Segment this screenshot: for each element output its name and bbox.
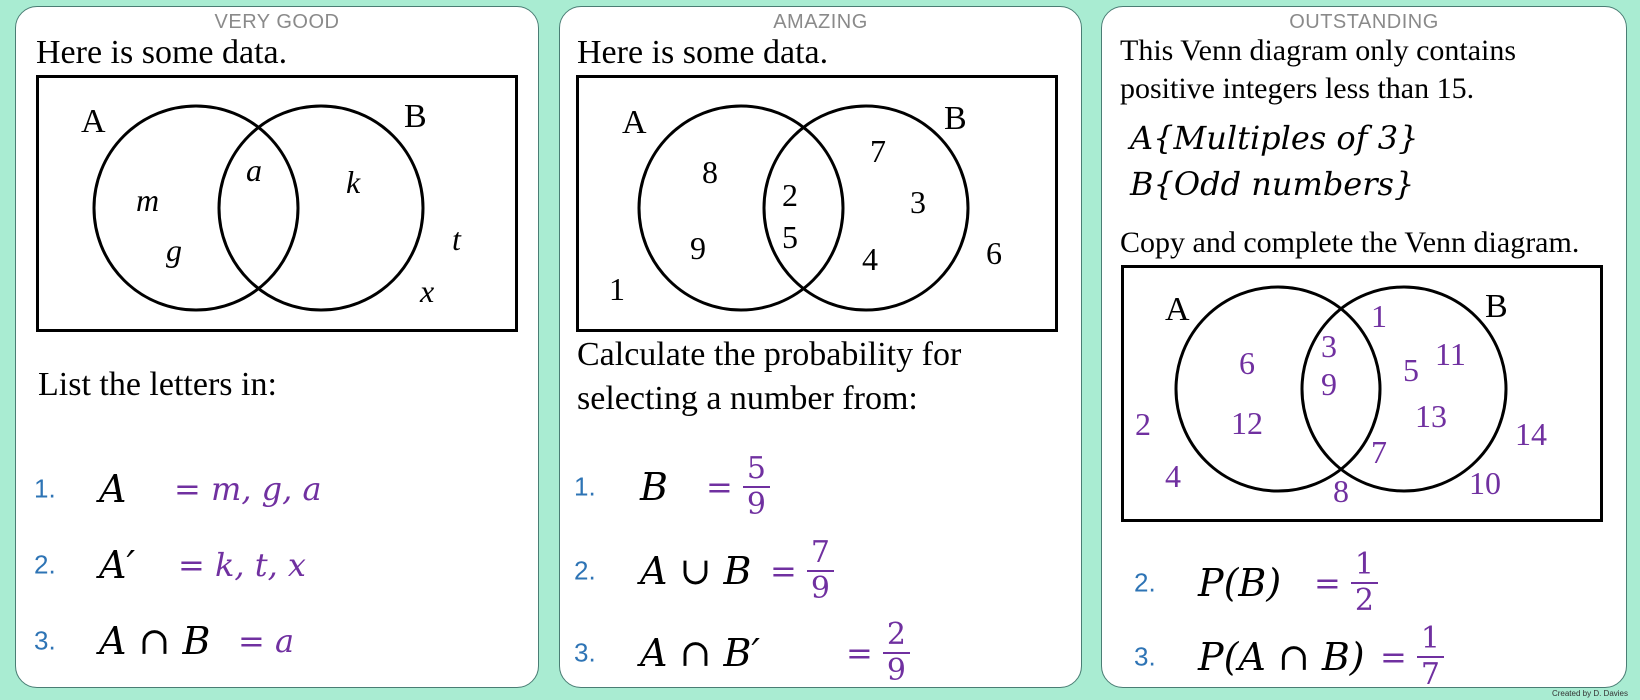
question-2 bbox=[1102, 547, 1626, 618]
question-expression: P(A ∩ B) bbox=[1198, 635, 1365, 679]
card-outstanding bbox=[1101, 6, 1627, 692]
venn-item: 6 bbox=[986, 235, 1002, 271]
question-1 bbox=[560, 451, 1081, 522]
question-number: 3. bbox=[574, 637, 596, 668]
denominator: 9 bbox=[743, 486, 770, 522]
question-expression: A ∩ B′ bbox=[640, 631, 760, 675]
instruction-line-1: Calculate the probability for bbox=[577, 336, 962, 373]
question-answer bbox=[770, 536, 834, 606]
denominator: 7 bbox=[1417, 656, 1444, 692]
circle-b bbox=[219, 106, 423, 310]
denominator: 9 bbox=[883, 652, 910, 688]
venn-item: 3 bbox=[910, 184, 926, 220]
label-b: B bbox=[944, 100, 967, 137]
fraction bbox=[1417, 622, 1444, 692]
question-answer: = k, t, x bbox=[178, 546, 306, 584]
venn-diagram bbox=[36, 75, 518, 333]
equals-sign: = bbox=[706, 468, 733, 506]
venn-item: x bbox=[420, 273, 435, 309]
venn-item: 2 bbox=[1135, 406, 1151, 442]
venn-item: a bbox=[246, 152, 262, 188]
venn-item: m bbox=[136, 182, 160, 218]
instruction-text: List the letters in: bbox=[38, 366, 277, 403]
universal-set-box bbox=[578, 77, 1057, 331]
instruction-line-2: selecting a number from: bbox=[577, 380, 918, 417]
question-3 bbox=[1102, 621, 1626, 692]
question-answer: = a bbox=[238, 622, 295, 660]
fraction bbox=[807, 536, 834, 606]
venn-item: 9 bbox=[690, 230, 706, 266]
venn-item: 12 bbox=[1231, 405, 1263, 441]
denominator: 9 bbox=[807, 570, 834, 606]
label-a: A bbox=[1165, 291, 1190, 328]
question-number: 3. bbox=[34, 625, 56, 656]
question-answer bbox=[706, 452, 770, 522]
venn-item: 8 bbox=[702, 154, 718, 190]
circle-a bbox=[639, 106, 843, 310]
question-expression: A bbox=[99, 467, 127, 511]
credit-text: Created by D. Davies bbox=[1551, 689, 1628, 698]
circle-a bbox=[94, 106, 298, 310]
numerator: 5 bbox=[746, 451, 766, 486]
question-expression: A ∪ B bbox=[640, 549, 752, 593]
question-answer bbox=[1380, 622, 1444, 692]
venn-item: 5 bbox=[1403, 352, 1419, 388]
intro-text: Here is some data. bbox=[577, 34, 829, 71]
venn-item: 2 bbox=[782, 177, 798, 213]
venn-item: 7 bbox=[1371, 434, 1387, 470]
question-expression: A′ bbox=[99, 543, 136, 587]
instruction-text: Copy and complete the Venn diagram. bbox=[1120, 226, 1580, 259]
venn-item: 5 bbox=[782, 219, 798, 255]
card-title: VERY GOOD bbox=[214, 11, 340, 33]
question-3 bbox=[16, 611, 538, 671]
card-title: AMAZING bbox=[773, 11, 868, 33]
venn-item: 1 bbox=[1371, 298, 1387, 334]
venn-item: 8 bbox=[1333, 473, 1349, 509]
venn-item: 6 bbox=[1239, 345, 1255, 381]
card-very-good bbox=[15, 6, 539, 688]
venn-item: 4 bbox=[1165, 458, 1181, 494]
intro-line-2: positive integers less than 15. bbox=[1120, 72, 1475, 105]
venn-item: 3 bbox=[1321, 328, 1337, 364]
label-b: B bbox=[404, 98, 427, 135]
venn-diagram bbox=[576, 75, 1058, 333]
question-answer bbox=[1314, 548, 1378, 618]
question-number: 2. bbox=[34, 549, 56, 580]
venn-item: 9 bbox=[1321, 366, 1337, 402]
intro-line-1: This Venn diagram only contains bbox=[1120, 34, 1517, 67]
label-b: B bbox=[1485, 288, 1508, 325]
question-number: 1. bbox=[34, 473, 56, 504]
question-expression: B bbox=[640, 465, 668, 509]
question-answer bbox=[846, 618, 910, 688]
venn-item: 10 bbox=[1469, 465, 1501, 501]
numerator: 1 bbox=[1420, 621, 1440, 656]
venn-item: 13 bbox=[1415, 398, 1447, 434]
label-a: A bbox=[81, 103, 106, 140]
question-expression: P(B) bbox=[1198, 561, 1282, 605]
venn-item: g bbox=[166, 232, 182, 268]
venn-item: 1 bbox=[609, 271, 625, 307]
question-1 bbox=[16, 459, 538, 519]
numerator: 1 bbox=[1354, 547, 1374, 582]
venn-item: 11 bbox=[1435, 336, 1466, 372]
question-number: 2. bbox=[574, 555, 596, 586]
set-b-definition: B{Odd numbers} bbox=[1130, 165, 1415, 203]
venn-item: 14 bbox=[1515, 416, 1547, 452]
question-2 bbox=[560, 535, 1081, 606]
question-answer: = m, g, a bbox=[174, 470, 322, 508]
card-amazing bbox=[559, 6, 1082, 688]
question-number: 2. bbox=[1134, 567, 1156, 598]
venn-item: t bbox=[452, 221, 461, 257]
venn-diagram bbox=[1121, 265, 1603, 523]
venn-item: k bbox=[346, 164, 361, 200]
question-number: 1. bbox=[574, 471, 596, 502]
equals-sign: = bbox=[846, 634, 873, 672]
question-expression: A ∩ B bbox=[99, 619, 211, 663]
question-3 bbox=[560, 617, 1081, 688]
fraction bbox=[883, 618, 910, 688]
venn-item: 7 bbox=[870, 133, 886, 169]
question-2 bbox=[16, 535, 538, 595]
denominator: 2 bbox=[1351, 582, 1378, 618]
equals-sign: = bbox=[1380, 638, 1407, 676]
question-number: 3. bbox=[1134, 641, 1156, 672]
intro-text: Here is some data. bbox=[36, 34, 288, 71]
equals-sign: = bbox=[1314, 564, 1341, 602]
fraction bbox=[743, 452, 770, 522]
venn-item: 4 bbox=[862, 241, 878, 277]
fraction bbox=[1351, 548, 1378, 618]
set-a-definition: A{Multiples of 3} bbox=[1130, 119, 1419, 157]
numerator: 7 bbox=[810, 535, 830, 570]
label-a: A bbox=[622, 104, 647, 141]
numerator: 2 bbox=[886, 617, 906, 652]
card-title: OUTSTANDING bbox=[1289, 11, 1439, 33]
equals-sign: = bbox=[770, 552, 797, 590]
circle-a bbox=[1176, 287, 1380, 491]
